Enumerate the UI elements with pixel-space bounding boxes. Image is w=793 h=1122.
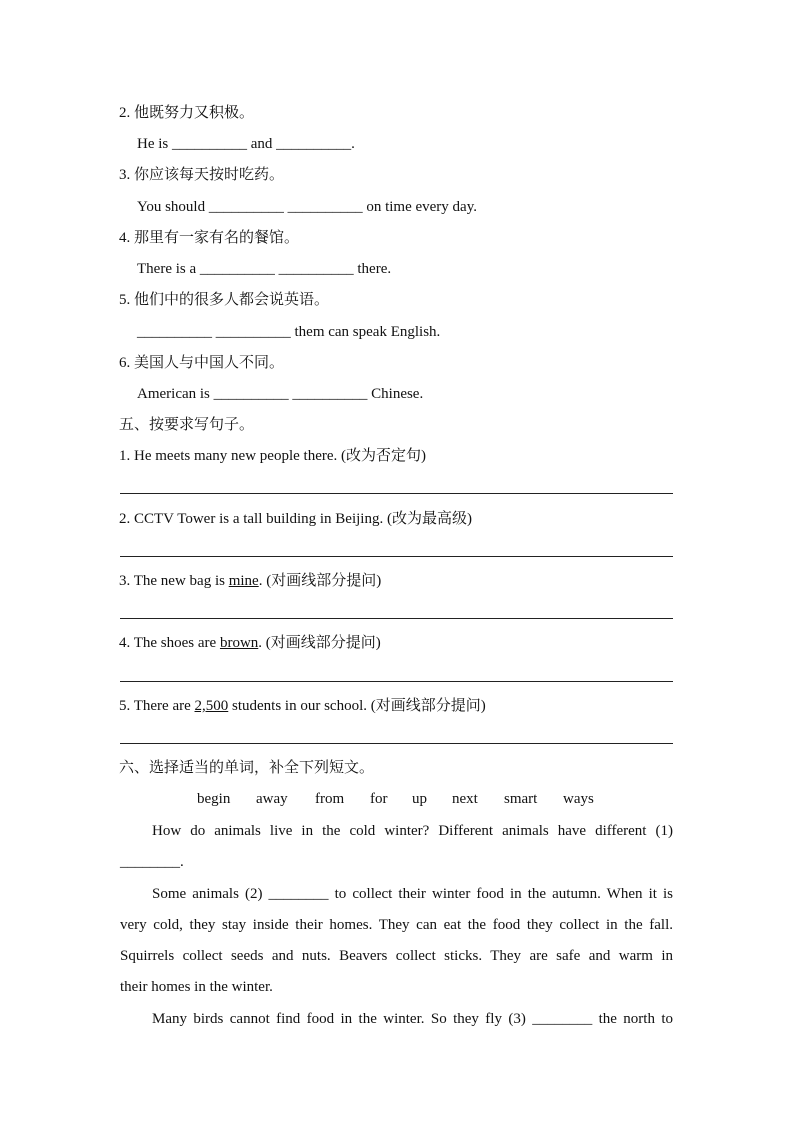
rewrite-item-4 (119, 633, 381, 653)
rewrite-item-text: 5. There are (119, 698, 195, 714)
passage-line: Squirrels collect seeds and nuts. Beavers collect sticks. They are safe and warm in (120, 948, 673, 964)
zh-prompt-3: 3. 你应该每天按时吃药。 (119, 167, 285, 183)
answer-line-5[interactable] (120, 743, 673, 744)
passage-line: ________. (120, 854, 184, 870)
rewrite-item-3 (119, 571, 381, 591)
rewrite-item-text: 4. The shoes are (119, 635, 220, 651)
word-bank-item: away (256, 791, 288, 807)
underlined-word: mine (228, 573, 259, 589)
underlined-word: 2,500 (194, 698, 229, 714)
word-bank-item: up (412, 791, 427, 807)
word-bank-item: from (315, 791, 345, 807)
rewrite-item-2 (119, 509, 472, 529)
rewrite-item-text: . (对画线部分提问) (258, 573, 382, 589)
underlined-word: brown (219, 635, 259, 651)
passage-line: their homes in the winter. (120, 979, 273, 995)
rewrite-item-text: 3. The new bag is (119, 573, 229, 589)
zh-prompt-2: 2. 他既努力又积极。 (119, 105, 255, 121)
answer-line-4[interactable] (120, 681, 673, 682)
en-sentence-6: American is __________ __________ Chinese. (137, 386, 424, 402)
zh-prompt-5: 5. 他们中的很多人都会说英语。 (119, 292, 330, 308)
en-sentence-2: He is __________ and __________. (137, 136, 355, 152)
en-sentence-5: __________ __________ them can speak English. (137, 324, 441, 340)
rewrite-item-text: 1. He meets many new people there. (改为否定句) (119, 448, 426, 464)
passage-line: very cold, they stay inside their homes. They can eat the food they collect in the fall. (120, 917, 673, 933)
passage-line: Many birds cannot find food in the winter. So they fly (3) ________ the north to (152, 1011, 673, 1027)
answer-line-1[interactable] (120, 493, 673, 494)
passage-line: How do animals live in the cold winter? Different animals have different (1) (152, 823, 673, 839)
rewrite-item-text: 2. CCTV Tower is a tall building in Beijing. (改为最高级) (119, 511, 472, 527)
rewrite-item-5 (119, 696, 486, 716)
rewrite-item-text: students in our school. (对画线部分提问) (228, 698, 486, 714)
word-bank-item: ways (563, 791, 594, 807)
zh-prompt-4: 4. 那里有一家有名的餐馆。 (119, 230, 300, 246)
answer-line-3[interactable] (120, 618, 673, 619)
answer-line-2[interactable] (120, 556, 673, 557)
section-heading-5: 五、按要求写句子。 (119, 417, 255, 433)
section-heading-6: 六、选择适当的单词，补全下列短文。 (119, 760, 375, 776)
rewrite-item-text: . (对画线部分提问) (258, 635, 381, 651)
word-bank-item: for (370, 791, 388, 807)
en-sentence-3: You should __________ __________ on time every day. (137, 199, 477, 215)
rewrite-item-1 (119, 446, 426, 466)
word-bank-item: begin (197, 791, 231, 807)
zh-prompt-6: 6. 美国人与中国人不同。 (119, 355, 285, 371)
word-bank-item: smart (504, 791, 538, 807)
passage-line: Some animals (2) ________ to collect their winter food in the autumn. When it is (152, 886, 673, 902)
word-bank-item: next (452, 791, 478, 807)
en-sentence-4: There is a __________ __________ there. (137, 261, 392, 277)
